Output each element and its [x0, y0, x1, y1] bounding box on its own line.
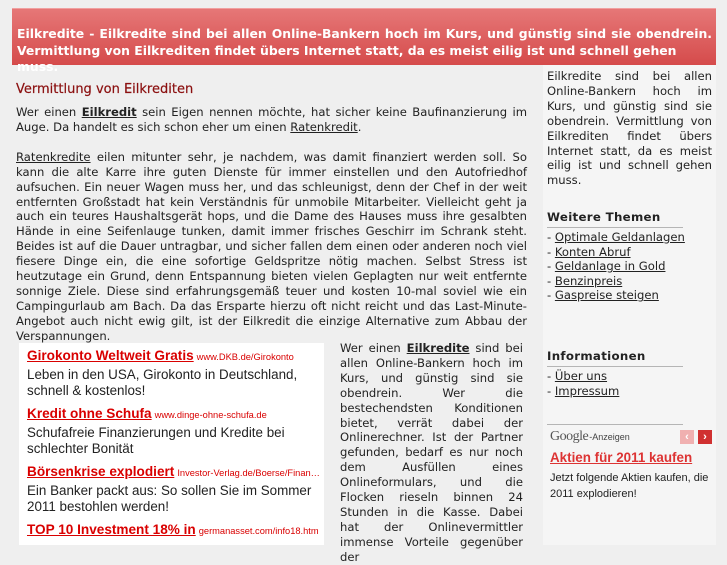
ratenkredit-link[interactable]: Ratenkredit — [290, 119, 358, 134]
text: sein Eigen nennen möchte, hat sicher keine Baufinanzierung im Auge. Da handelt es sich schon eher um einen — [16, 105, 527, 134]
ad-url[interactable]: Investor-Verlag.de/Boerse/Finan… — [177, 468, 320, 478]
ad-title-link[interactable]: Girokonto Weltweit Gratis — [27, 348, 194, 363]
google-ad-title[interactable]: Aktien für 2011 kaufen — [550, 450, 693, 466]
right-sidebar — [543, 65, 716, 545]
ad-description: Ein Banker packt aus: So sollen Sie im Sommer 2011 bestohlen werden! — [27, 483, 312, 514]
google-ad-bar — [550, 429, 712, 445]
ad-headline — [27, 347, 316, 364]
sidebar-intro: Eilkredite sind bei allen Online-Bankern hoch im Kurs, und günstig sind sie obendrein. Vermittlung von Eilkrediten findet übers Internet statt, da es meist eilig ist und schnell gehen muss. — [547, 69, 712, 188]
google-ad — [547, 429, 712, 502]
themen-link[interactable]: Konten Abruf — [554, 244, 631, 259]
themen-heading: Weitere Themen — [547, 210, 683, 228]
ad-description: Schufafreie Finanzierungen und Kredite bei schlechter Bonität — [27, 425, 285, 456]
list-item: - Benzinpreis — [547, 273, 623, 288]
google-logo: Google — [550, 429, 589, 445]
site-header — [12, 8, 716, 74]
ad-headline — [27, 405, 316, 422]
ad-title-link[interactable]: Kredit ohne Schufa — [27, 406, 152, 421]
ad-headline — [27, 463, 320, 480]
header-line-1: Eilkredite - Eilkredite sind bei allen Online-Bankern hoch im Kurs, und günstig sind sie obendrein. — [17, 26, 712, 41]
chevron-right-icon[interactable]: › — [698, 430, 712, 444]
ad-description: Leben in den USA, Girokonto in Deutschland, schnell & kostenlos! — [27, 367, 298, 398]
info-list — [547, 369, 712, 398]
themen-link[interactable]: Benzinpreis — [554, 273, 623, 288]
center-column-text — [340, 341, 523, 565]
text: Wer einen — [16, 105, 82, 119]
ratenkredite-link[interactable]: Ratenkredite — [16, 149, 91, 164]
text: eilen mitunter sehr, je nachdem, was damit finanziert werden soll. So kann die alte Karre ihre guten Dienste für immer einstellen und den Autofriedhof aufsuchen. Ein neuer Wagen muss her, und das schleunigst, denn der Chef in der weit entfernten Großstadt hat kein Verständnis für unmobile Mitarbeiter. Vielleicht geht ja auch ein teures Haushaltsgerät hops, und die Dame des Hauses muss ihre gesalbten Hände in eine Seifenlauge tunken, damit immer frisches Geschirr im Schrank steht. Beides ist auf die Dauer untragbar, und sicher fallen dem einen oder anderen noch viel fiesere Dinge ein, die eine sofortige Geldspritze nötig machen. Selbst Stress ist heutzutage ein Grund, denn Entspannung bieten vielen Geplagten nur weit entfernte sonnige Ziele. Diese sind erfahrungsgemäß teuer und kosten 10-mal soviel wie ein Campingurlaub am Bach. Da das Ersparte hierzu oft nicht reicht und das Last-Minute-Angebot auch nicht ewig gilt, ist der Eilkredit die einzige Alternative zum Abbau der Verspannungen. — [16, 149, 527, 343]
info-link[interactable]: Impressum — [554, 383, 620, 398]
eilkredite-link[interactable]: Eilkredite — [406, 341, 470, 355]
list-item: - Gaspreise steigen — [547, 288, 659, 303]
eilkredit-link[interactable]: Eilkredit — [81, 105, 137, 119]
ad-url[interactable]: www.DKB.de/Girokonto — [196, 352, 294, 362]
ad-block — [19, 343, 324, 545]
info-heading: Informationen — [547, 349, 683, 367]
ad-title-link[interactable]: TOP 10 Investment 18% in — [27, 522, 196, 537]
text: sind bei allen Online-Bankern hoch im Kurs, und günstig sind sie obendrein. Wer die bestechendsten Konditionen bietet, verrät dabei der Onlinerechner. Ist der Partner gefunden, bedarf es nur noch dem Ausfüllen eines Onlineformulars, und die Flocken rieseln binnen 24 Stunden in die Kasse. Dabei hat der Onlinevermittler immense Vorteile gegenüber der — [340, 341, 523, 564]
list-item: - Über uns — [547, 368, 608, 383]
ad-item — [27, 405, 316, 457]
themen-link[interactable]: Geldanlage in Gold — [554, 259, 666, 274]
anzeigen-label: -Anzeigen — [589, 432, 630, 443]
google-ad-description: Jetzt folgende Aktien kaufen, die 2011 explodieren! — [550, 471, 709, 500]
themen-link[interactable]: Optimale Geldanlagen — [554, 230, 685, 244]
list-item: - Geldanlage in Gold — [547, 259, 666, 274]
text: . — [357, 119, 362, 134]
list-item: - Konten Abruf — [547, 244, 631, 259]
list-item: - Optimale Geldanlagen — [547, 230, 685, 244]
text: Wer einen — [340, 341, 407, 355]
ad-title-link[interactable]: Börsenkrise explodiert — [27, 464, 175, 479]
chevron-left-icon[interactable]: ‹ — [680, 430, 694, 444]
header-line-2: Vermittlung von Eilkrediten findet übers Internet statt, da es meist eilig ist und schnell gehen muss. — [17, 42, 677, 74]
ad-url[interactable]: germanasset.com/info18.htm — [198, 526, 319, 536]
themen-link[interactable]: Gaspreise steigen — [554, 288, 659, 303]
page-title: Vermittlung von Eilkrediten — [16, 82, 194, 97]
main-content — [16, 82, 527, 359]
list-item: - Impressum — [547, 383, 620, 398]
body-paragraph — [16, 150, 527, 344]
info-link[interactable]: Über uns — [554, 368, 608, 383]
intro-paragraph — [16, 105, 527, 135]
ad-item — [27, 521, 319, 538]
ad-headline — [27, 521, 319, 538]
ad-item — [27, 347, 316, 399]
ad-item — [27, 463, 320, 515]
themen-list — [547, 230, 712, 303]
ad-url[interactable]: www.dinge-ohne-schufa.de — [154, 410, 267, 420]
